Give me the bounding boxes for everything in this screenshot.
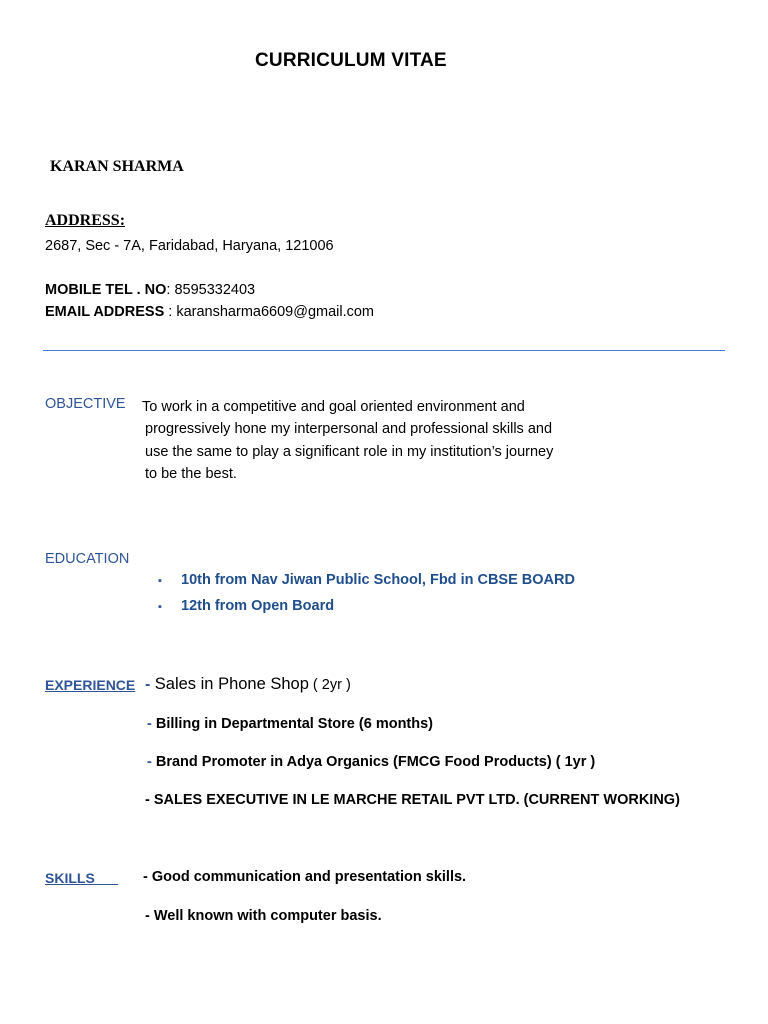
candidate-name: KARAN SHARMA [50, 158, 184, 175]
address-value: 2687, Sec - 7A, Faridabad, Haryana, 121006 [45, 238, 334, 254]
experience-heading: EXPERIENCE [45, 677, 136, 693]
experience-item [147, 754, 595, 770]
experience-title: Brand Promoter in Adya Organics (FMCG Food Products) ( 1yr ) [155, 754, 596, 770]
objective-line: To work in a competitive and goal oriented environment and [142, 399, 525, 415]
mobile-label: MOBILE TEL . NO [45, 282, 167, 298]
dash-marker: - [147, 716, 152, 732]
skills-heading [45, 870, 118, 886]
skill-item: - Good communication and presentation skills. [143, 869, 467, 885]
mobile-number: 8595332403 [174, 282, 256, 298]
experience-title: Sales in Phone Shop [154, 675, 309, 693]
bullet-icon: ▪ [158, 601, 162, 613]
experience-item [147, 716, 433, 732]
document-title: CURRICULUM VITAE [255, 50, 447, 71]
bullet-icon: ▪ [158, 575, 162, 587]
skills-heading-label: SKILLS [45, 870, 95, 886]
objective-text [142, 396, 612, 485]
education-item: 12th from Open Board [181, 598, 335, 614]
skill-item: - Well known with computer basis. [145, 908, 382, 924]
objective-line: use the same to play a significant role in my institution’s journey [145, 443, 554, 460]
mobile-line [45, 282, 255, 298]
experience-item: - SALES EXECUTIVE IN LE MARCHE RETAIL PVT LTD. (CURRENT WORKING) [145, 792, 680, 808]
email-label: EMAIL ADDRESS [45, 304, 165, 320]
experience-title: Billing in Departmental Store (6 months) [155, 716, 434, 732]
dash-marker: - [147, 754, 152, 770]
mobile-separator: : [166, 282, 175, 298]
email-line [45, 304, 374, 320]
email-separator: : [164, 304, 177, 320]
header-divider [43, 350, 725, 351]
education-item: 10th from Nav Jiwan Public School, Fbd in CBSE BOARD [181, 572, 575, 588]
address-heading: ADDRESS: [45, 212, 126, 229]
objective-line: to be the best. [145, 465, 237, 482]
experience-duration: ( 2yr ) [308, 677, 351, 693]
objective-line: progressively hone my interpersonal and professional skills and [145, 421, 553, 438]
dash-marker: - [145, 676, 151, 693]
email-address: karansharma6609@gmail.com [176, 304, 375, 320]
experience-item [145, 675, 351, 694]
objective-heading: OBJECTIVE [45, 396, 126, 412]
education-heading: EDUCATION [45, 551, 130, 567]
